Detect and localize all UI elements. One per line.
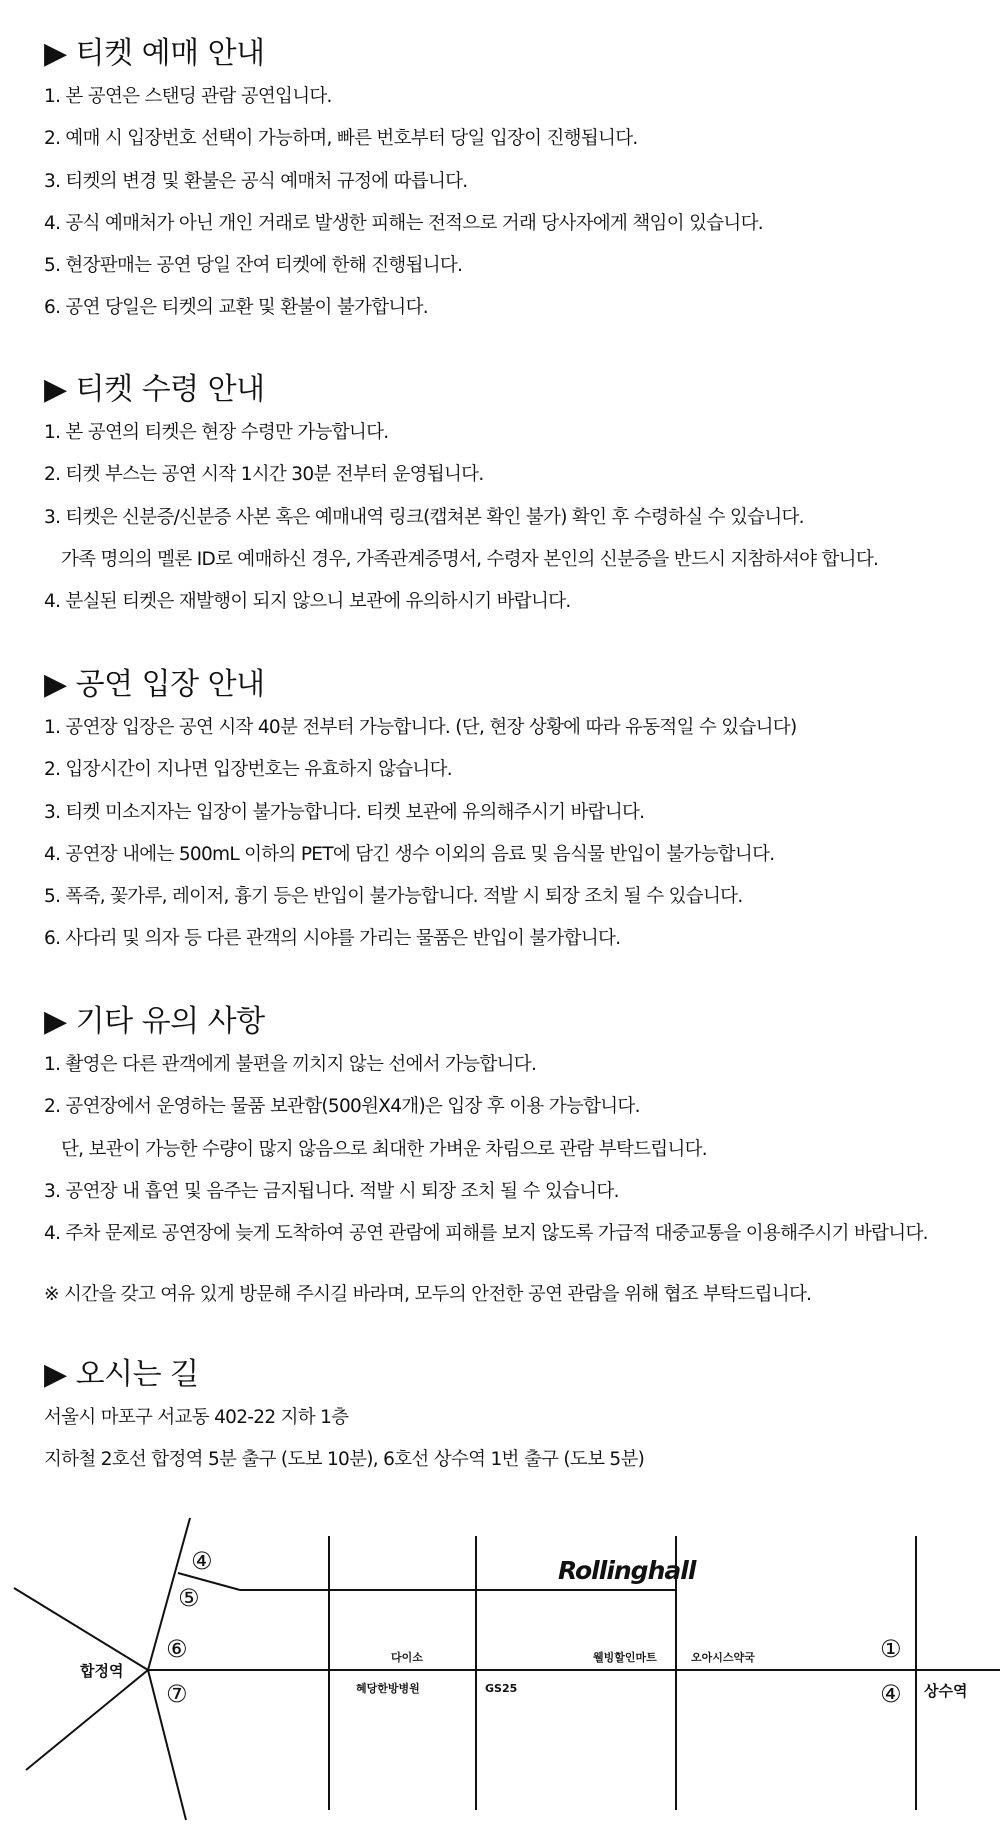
notice-line: 4. 공식 예매처가 아닌 개인 거래로 발생한 피해는 전적으로 거래 당사자에게 책임이 있습니다.	[44, 212, 763, 234]
notice-line: 2. 공연장에서 운영하는 물품 보관함(500원X4개)은 입장 후 이용 가능합니다.	[44, 1096, 640, 1118]
landmark-gs25: GS25	[485, 1682, 518, 1695]
notice-line: 가족 명의의 멜론 ID로 예매하신 경우, 가족관계증명서, 수령자 본인의 신분증을 반드시 지참하셔야 합니다.	[61, 548, 879, 570]
exit-6-hapjeong: ⑥	[166, 1635, 188, 1663]
notice-line: 1. 공연장 입장은 공연 시작 40분 전부터 가능합니다. (단, 현장 상황에 따라 유동적일 수 있습니다)	[44, 717, 797, 738]
road-line	[26, 1670, 148, 1770]
sangsu-station-label: 상수역	[924, 1682, 968, 1700]
notice-line: 1. 본 공연의 티켓은 현장 수령만 가능합니다.	[44, 422, 389, 443]
landmark-wellbeing-mart: 웰빙할인마트	[593, 1651, 657, 1664]
notice-line: 3. 공연장 내 흡연 및 음주는 금지됩니다. 적발 시 퇴장 조치 될 수 있습니다.	[44, 1180, 619, 1202]
notice-line: 2. 입장시간이 지나면 입장번호는 유효하지 않습니다.	[44, 759, 452, 781]
notice-line: 단, 보관이 가능한 수량이 많지 않음으로 최대한 가벼운 차림으로 관람 부탁드립니다.	[61, 1138, 707, 1160]
location-map	[0, 1510, 1000, 1826]
exit-7-hapjeong: ⑦	[166, 1680, 188, 1708]
section-title: ▶ 공연 입장 안내	[44, 667, 265, 702]
notice-line: 2. 예매 시 입장번호 선택이 가능하며, 빠른 번호부터 당일 입장이 진행됩니다.	[44, 128, 638, 150]
exit-5-hapjeong: ⑤	[178, 1584, 200, 1612]
exit-4-sangsu: ④	[880, 1680, 902, 1708]
notice-line: 1. 촬영은 다른 관객에게 불편을 끼치지 않는 선에서 가능합니다.	[44, 1054, 537, 1075]
notice-line: 4. 분실된 티켓은 재발행이 되지 않으니 보관에 유의하시기 바랍니다.	[44, 591, 571, 613]
section-directions	[44, 1355, 984, 1482]
landmark-oasis-pharmacy: 오아시스약국	[691, 1651, 755, 1664]
notice-line: 6. 공연 당일은 티켓의 교환 및 환불이 불가합니다.	[44, 297, 428, 319]
notice-line: 3. 티켓의 변경 및 환불은 공식 예매처 규정에 따릅니다.	[44, 170, 468, 192]
closing-note: ※ 시간을 갖고 여유 있게 방문해 주시길 바라며, 모두의 안전한 공연 관람을 위해 협조 부탁드립니다.	[44, 1284, 812, 1305]
notice-line: 4. 공연장 내에는 500mL 이하의 PET에 담긴 생수 이외의 음료 및 음식물 반입이 불가능합니다.	[44, 843, 775, 865]
notice-line: 5. 현장판매는 공연 당일 잔여 티켓에 한해 진행됩니다.	[44, 255, 463, 277]
address-line: 서울시 마포구 서교동 402-22 지하 1층	[44, 1407, 349, 1428]
notice-line: 3. 티켓 미소지자는 입장이 불가능합니다. 티켓 보관에 유의해주시기 바랍니다.	[44, 801, 645, 823]
exit-1-sangsu: ①	[880, 1635, 902, 1663]
map-roads	[14, 1518, 1000, 1820]
section-title: ▶ 기타 유의 사항	[44, 1004, 265, 1039]
notice-line: 2. 티켓 부스는 공연 시작 1시간 30분 전부터 운영됩니다.	[44, 464, 484, 486]
section-title: ▶ 오시는 길	[44, 1357, 199, 1392]
subway-line: 지하철 2호선 합정역 5분 출구 (도보 10분), 6호선 상수역 1번 출구 (도보 5분)	[44, 1449, 645, 1471]
section-ticket-booking	[44, 34, 984, 330]
notice-line: 4. 주차 문제로 공연장에 늦게 도착하여 공연 관람에 피해를 보지 않도록 가급적 대중교통을 이용해주시기 바랍니다.	[44, 1223, 928, 1245]
section-ticket-pickup	[44, 370, 984, 623]
hapjeong-station-label: 합정역	[80, 1662, 124, 1680]
venue-logo: Rollinghall	[558, 1556, 696, 1585]
section-title: ▶ 티켓 수령 안내	[44, 372, 265, 407]
section-other	[44, 1002, 984, 1255]
landmark-hyedang-clinic: 혜당한방병원	[356, 1682, 420, 1695]
section-entry	[44, 665, 984, 961]
exit-4-hapjeong: ④	[191, 1547, 213, 1575]
section-title: ▶ 티켓 예매 안내	[44, 36, 265, 71]
road-line	[14, 1588, 148, 1670]
notice-line: 1. 본 공연은 스탠딩 관람 공연입니다.	[44, 86, 332, 107]
notice-line: 6. 사다리 및 의자 등 다른 관객의 시야를 가리는 물품은 반입이 불가합니다.	[44, 928, 621, 950]
notice-line: 5. 폭죽, 꽃가루, 레이저, 흉기 등은 반입이 불가능합니다. 적발 시 퇴장 조치 될 수 있습니다.	[44, 886, 743, 908]
notice-line: 3. 티켓은 신분증/신분증 사본 혹은 예매내역 링크(캡쳐본 확인 불가) 확인 후 수령하실 수 있습니다.	[44, 506, 804, 528]
landmark-daiso: 다이소	[391, 1651, 423, 1664]
